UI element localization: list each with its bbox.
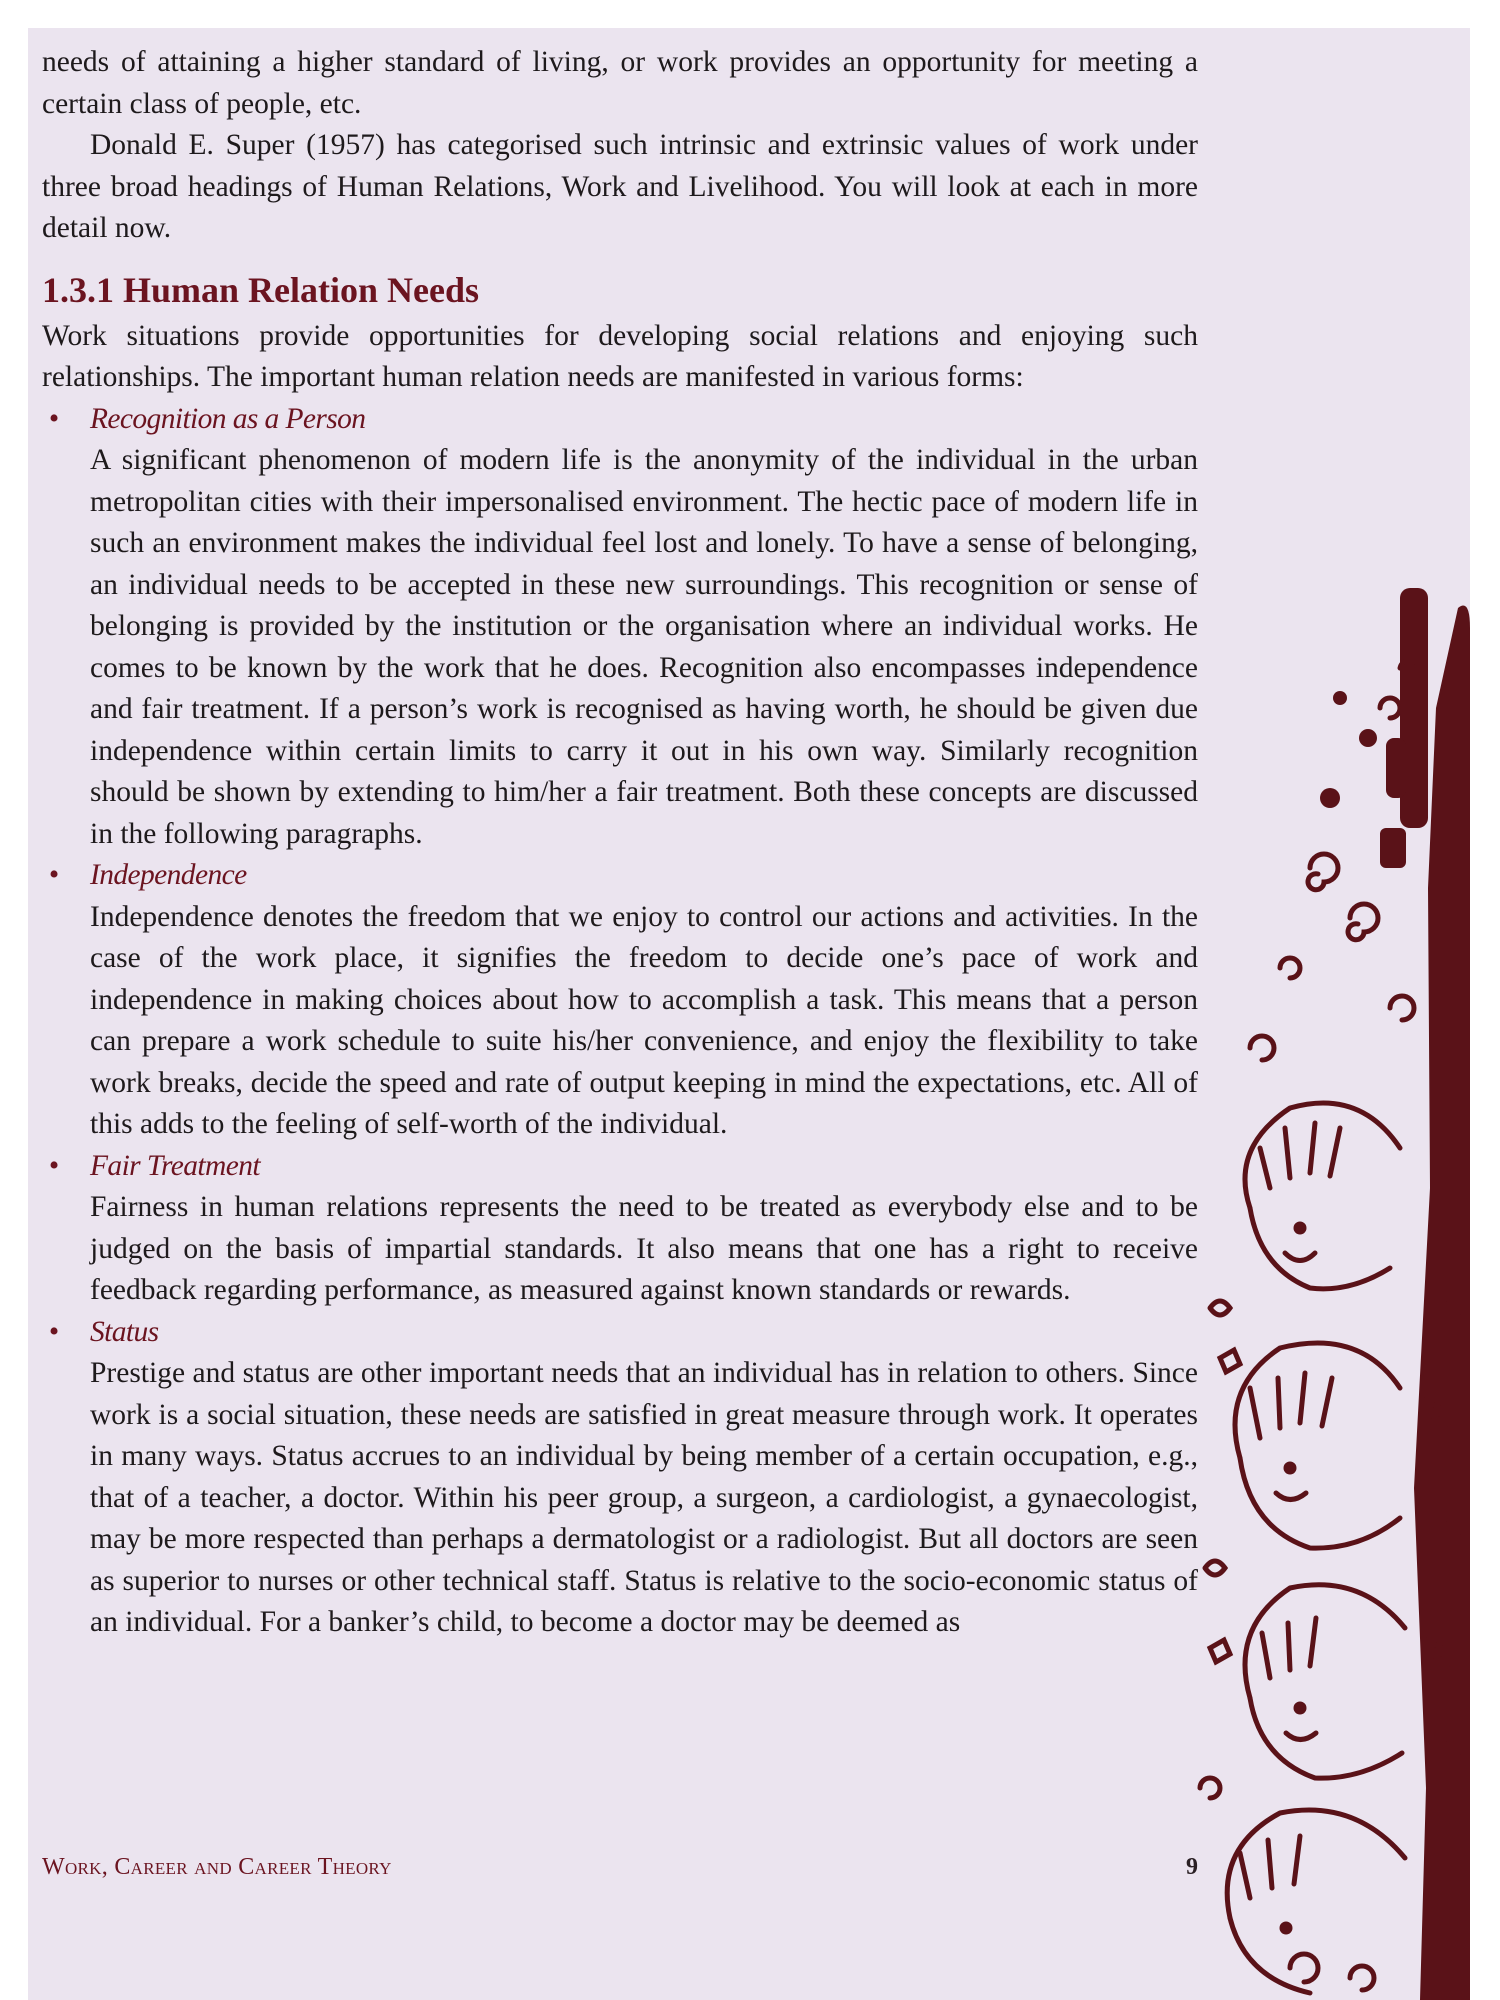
bullet-title: Recognition as a Person [90, 402, 366, 435]
bullet-marker: • [48, 1149, 60, 1182]
bullet-title: Independence [90, 859, 247, 891]
bullet-marker: • [48, 402, 60, 435]
bullet-status [42, 1312, 1198, 1644]
text-column [42, 42, 1198, 1644]
page-number: 9 [1186, 1854, 1198, 1880]
section-intro: Work situations provide opportunities for developing social relations and enjoying such relationships. The important human relation needs are manifested in various forms: [42, 319, 1198, 393]
bullet-marker: • [48, 1315, 60, 1348]
bullet-fair-treatment [42, 1146, 1198, 1312]
bullet-text: Prestige and status are other important needs that an individual has in relation to others. Since work is a social situation, these needs are satisfied in great measure through work. It operates in many ways. Status accrues to an individual by being member of a certain occupation, e.g., that of a teacher, a doctor. Within his peer group, a surgeon, a cardiologist, a gynaecologist, may be more respected than perhaps a dermatologist or a radiologist. But all doctors are seen as superior to nurses or other technical staff. Status is relative to the socio-economic status of an individual. For a banker’s child, to become a doctor may be deemed as [90, 1357, 1198, 1638]
bullet-title: Fair Treatment [90, 1149, 260, 1182]
bullet-text: Fairness in human relations represents the need to be treated as everybody else and to be judged on the basis of impartial standards. It also means that one has a right to receive feedback regarding performance, as measured against known standards or rewards. [90, 1191, 1198, 1306]
decorative-border-illustration [1190, 588, 1470, 2000]
bullet-text: A significant phenomenon of modern life is the anonymity of the individual in the urban metropolitan cities with their impersonalised environment. The hectic pace of modern life in such an environment makes the individual feel lost and lonely. To have a sense of belonging, an individual needs to be accepted in these new surroundings. This recognition or sense of belonging is provided by the institution or the organisation where an individual works. He comes to be known by the work that he does. Recognition also encompasses independence and fair treatment. If a person’s work is recognised as having worth, he should be given due independence within certain limits to carry it out in his own way. Similarly recognition should be shown by extending to him/her a fair treatment. Both these concepts are discussed in the following paragraphs. [90, 444, 1198, 850]
page-footer [42, 1854, 1198, 1894]
bullet-independence [42, 855, 1198, 1146]
footer-title: Work, Career and Career Theory [42, 1854, 392, 1880]
bullet-title: Status [90, 1315, 159, 1348]
intro-paragraph-2: Donald E. Super (1957) has categorised such intrinsic and extrinsic values of work under three broad headings of Human Relations, Work and Livelihood. You will look at each in more detail now. [42, 129, 1198, 244]
page [28, 28, 1470, 2000]
section-heading: 1.3.1 Human Relation Needs [42, 269, 480, 310]
bullet-text: Independence denotes the freedom that we enjoy to control our actions and activities. In the case of the work place, it signifies the freedom to decide one’s pace of work and independence in making choices about how to accomplish a task. This means that a person can prepare a work schedule to suite his/her convenience, and enjoy the flexibility to take work breaks, decide the speed and rate of output keeping in mind the expectations, etc. All of this adds to the feeling of self-worth of the individual. [90, 900, 1198, 1140]
bullet-recognition [42, 399, 1198, 856]
intro-paragraph-1: needs of attaining a higher standard of living, or work provides an opportunity for meeting a certain class of people, etc. [42, 46, 1198, 120]
bullet-marker: • [48, 859, 60, 891]
